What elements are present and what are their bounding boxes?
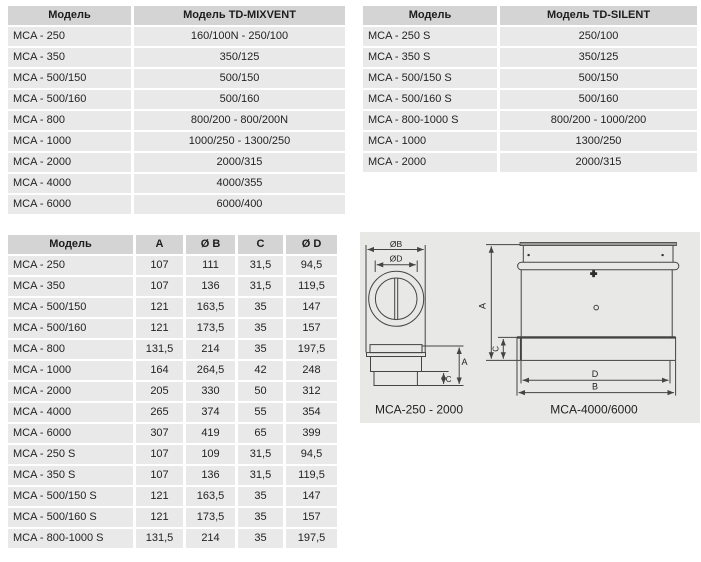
value-cell: 136 <box>186 277 235 296</box>
model-cell: MCA - 250 S <box>363 27 497 46</box>
value-cell: 330 <box>186 382 235 401</box>
body-hole <box>594 305 599 310</box>
dim-label-ob: ØB <box>389 239 403 249</box>
right-drawing <box>486 242 679 395</box>
value-cell: 800/200 - 800/200N <box>134 111 345 130</box>
value-cell: 307 <box>136 424 183 443</box>
model-cell: MCA - 800 <box>8 111 131 130</box>
value-cell: 205 <box>136 382 183 401</box>
value-cell: 107 <box>136 256 183 275</box>
model-cell: MCA - 2000 <box>8 382 133 401</box>
rivet-dot <box>661 254 663 256</box>
model-cell: MCA - 500/150 <box>8 69 131 88</box>
rivet-dot <box>527 254 529 256</box>
value-cell: 42 <box>238 361 283 380</box>
value-cell: 31,5 <box>238 256 283 275</box>
model-cell: MCA - 6000 <box>8 195 131 214</box>
dim-label-c-left: C <box>445 374 452 384</box>
flange-bead <box>518 262 679 270</box>
model-cell: MCA - 4000 <box>8 403 133 422</box>
value-cell: 197,5 <box>286 529 337 548</box>
value-cell: 500/160 <box>500 90 697 109</box>
value-cell: 121 <box>136 508 183 527</box>
value-cell: 107 <box>136 445 183 464</box>
value-cell: 35 <box>238 340 283 359</box>
model-cell: MCA - 500/150 <box>8 298 133 317</box>
column-header: Ø B <box>186 235 235 254</box>
model-cell: MCA - 350 <box>8 277 133 296</box>
value-cell: 1300/250 <box>500 132 697 151</box>
value-cell: 1000/250 - 1300/250 <box>134 132 345 151</box>
value-cell: 35 <box>238 298 283 317</box>
model-cell: MCA - 500/160 S <box>363 90 497 109</box>
model-cell: MCA - 1000 <box>363 132 497 151</box>
column-header: C <box>238 235 283 254</box>
mixvent-model-table <box>8 6 345 214</box>
value-cell: 111 <box>186 256 235 275</box>
model-cell: MCA - 500/160 S <box>8 508 133 527</box>
model-cell: MCA - 500/160 <box>8 90 131 109</box>
model-cell: MCA - 350 S <box>363 48 497 67</box>
value-cell: 312 <box>286 382 337 401</box>
value-cell: 6000/400 <box>134 195 345 214</box>
dimensions-table <box>8 235 337 548</box>
value-cell: 131,5 <box>136 529 183 548</box>
silent-model-table <box>363 6 697 172</box>
value-cell: 800/200 - 1000/200 <box>500 111 697 130</box>
value-cell: 109 <box>186 445 235 464</box>
value-cell: 214 <box>186 340 235 359</box>
value-cell: 35 <box>238 508 283 527</box>
dim-label-a-right: A <box>477 302 488 310</box>
drawing-captions <box>375 403 638 417</box>
value-cell: 35 <box>238 529 283 548</box>
value-cell: 399 <box>286 424 337 443</box>
damper-outer-circle <box>369 271 424 326</box>
value-cell: 147 <box>286 298 337 317</box>
value-cell: 55 <box>238 403 283 422</box>
column-header: A <box>136 235 183 254</box>
value-cell: 214 <box>186 529 235 548</box>
column-header: Модель TD-MIXVENT <box>134 6 345 25</box>
value-cell: 31,5 <box>238 445 283 464</box>
model-cell: MCA - 350 <box>8 48 131 67</box>
value-cell: 119,5 <box>286 277 337 296</box>
value-cell: 157 <box>286 508 337 527</box>
value-cell: 94,5 <box>286 256 337 275</box>
value-cell: 31,5 <box>238 277 283 296</box>
value-cell: 2000/315 <box>134 153 345 172</box>
dim-label-d: D <box>591 369 599 380</box>
technical-drawing <box>360 232 700 423</box>
value-cell: 50 <box>238 382 283 401</box>
value-cell: 131,5 <box>136 340 183 359</box>
value-cell: 265 <box>136 403 183 422</box>
model-cell: MCA - 500/150 S <box>8 487 133 506</box>
model-cell: MCA - 2000 <box>8 153 131 172</box>
value-cell: 35 <box>238 487 283 506</box>
value-cell: 197,5 <box>286 340 337 359</box>
left-drawing-caption: MCA-250 - 2000 <box>374 402 464 417</box>
value-cell: 121 <box>136 487 183 506</box>
dim-label-od: ØD <box>389 253 403 264</box>
model-cell: MCA - 350 S <box>8 466 133 485</box>
value-cell: 2000/315 <box>500 153 697 172</box>
value-cell: 157 <box>286 319 337 338</box>
value-cell: 350/125 <box>500 48 697 67</box>
model-cell: MCA - 4000 <box>8 174 131 193</box>
column-header: Модель <box>8 6 131 25</box>
column-header: Модель TD-SILENT <box>500 6 697 25</box>
dim-label-c-right: C <box>491 345 501 352</box>
value-cell: 107 <box>136 466 183 485</box>
model-cell: MCA - 1000 <box>8 361 133 380</box>
column-header: Модель <box>8 235 133 254</box>
model-cell: MCA - 800-1000 S <box>8 529 133 548</box>
value-cell: 500/160 <box>134 90 345 109</box>
model-cell: MCA - 2000 <box>363 153 497 172</box>
value-cell: 163,5 <box>186 487 235 506</box>
value-cell: 173,5 <box>186 319 235 338</box>
value-cell: 121 <box>136 298 183 317</box>
left-drawing <box>366 245 464 386</box>
value-cell: 31,5 <box>238 466 283 485</box>
value-cell: 250/100 <box>500 27 697 46</box>
value-cell: 35 <box>238 319 283 338</box>
value-cell: 147 <box>286 487 337 506</box>
value-cell: 163,5 <box>186 298 235 317</box>
value-cell: 500/150 <box>500 69 697 88</box>
value-cell: 350/125 <box>134 48 345 67</box>
model-cell: MCA - 800-1000 S <box>363 111 497 130</box>
damper-inner-circle <box>375 278 417 320</box>
value-cell: 107 <box>136 277 183 296</box>
value-cell: 160/100N - 250/100 <box>134 27 345 46</box>
value-cell: 354 <box>286 403 337 422</box>
value-cell: 94,5 <box>286 445 337 464</box>
model-cell: MCA - 6000 <box>8 424 133 443</box>
value-cell: 164 <box>136 361 183 380</box>
dim-label-b: B <box>591 381 599 392</box>
column-header: Ø D <box>286 235 337 254</box>
model-cell: MCA - 500/150 S <box>363 69 497 88</box>
value-cell: 500/150 <box>134 69 345 88</box>
right-drawing-caption: MCA-4000/6000 <box>550 402 638 417</box>
model-cell: MCA - 500/160 <box>8 319 133 338</box>
technical-drawing-panel <box>360 232 700 423</box>
model-cell: MCA - 1000 <box>8 132 131 151</box>
value-cell: 4000/355 <box>134 174 345 193</box>
screw-cross-icon <box>590 270 597 277</box>
value-cell: 419 <box>186 424 235 443</box>
model-cell: MCA - 250 <box>8 256 133 275</box>
value-cell: 136 <box>186 466 235 485</box>
value-cell: 248 <box>286 361 337 380</box>
value-cell: 65 <box>238 424 283 443</box>
model-cell: MCA - 250 <box>8 27 131 46</box>
column-header: Модель <box>363 6 497 25</box>
model-cell: MCA - 250 S <box>8 445 133 464</box>
value-cell: 121 <box>136 319 183 338</box>
value-cell: 173,5 <box>186 508 235 527</box>
value-cell: 374 <box>186 403 235 422</box>
model-cell: MCA - 800 <box>8 340 133 359</box>
value-cell: 264,5 <box>186 361 235 380</box>
dim-label-a-left: A <box>461 357 468 367</box>
value-cell: 119,5 <box>286 466 337 485</box>
